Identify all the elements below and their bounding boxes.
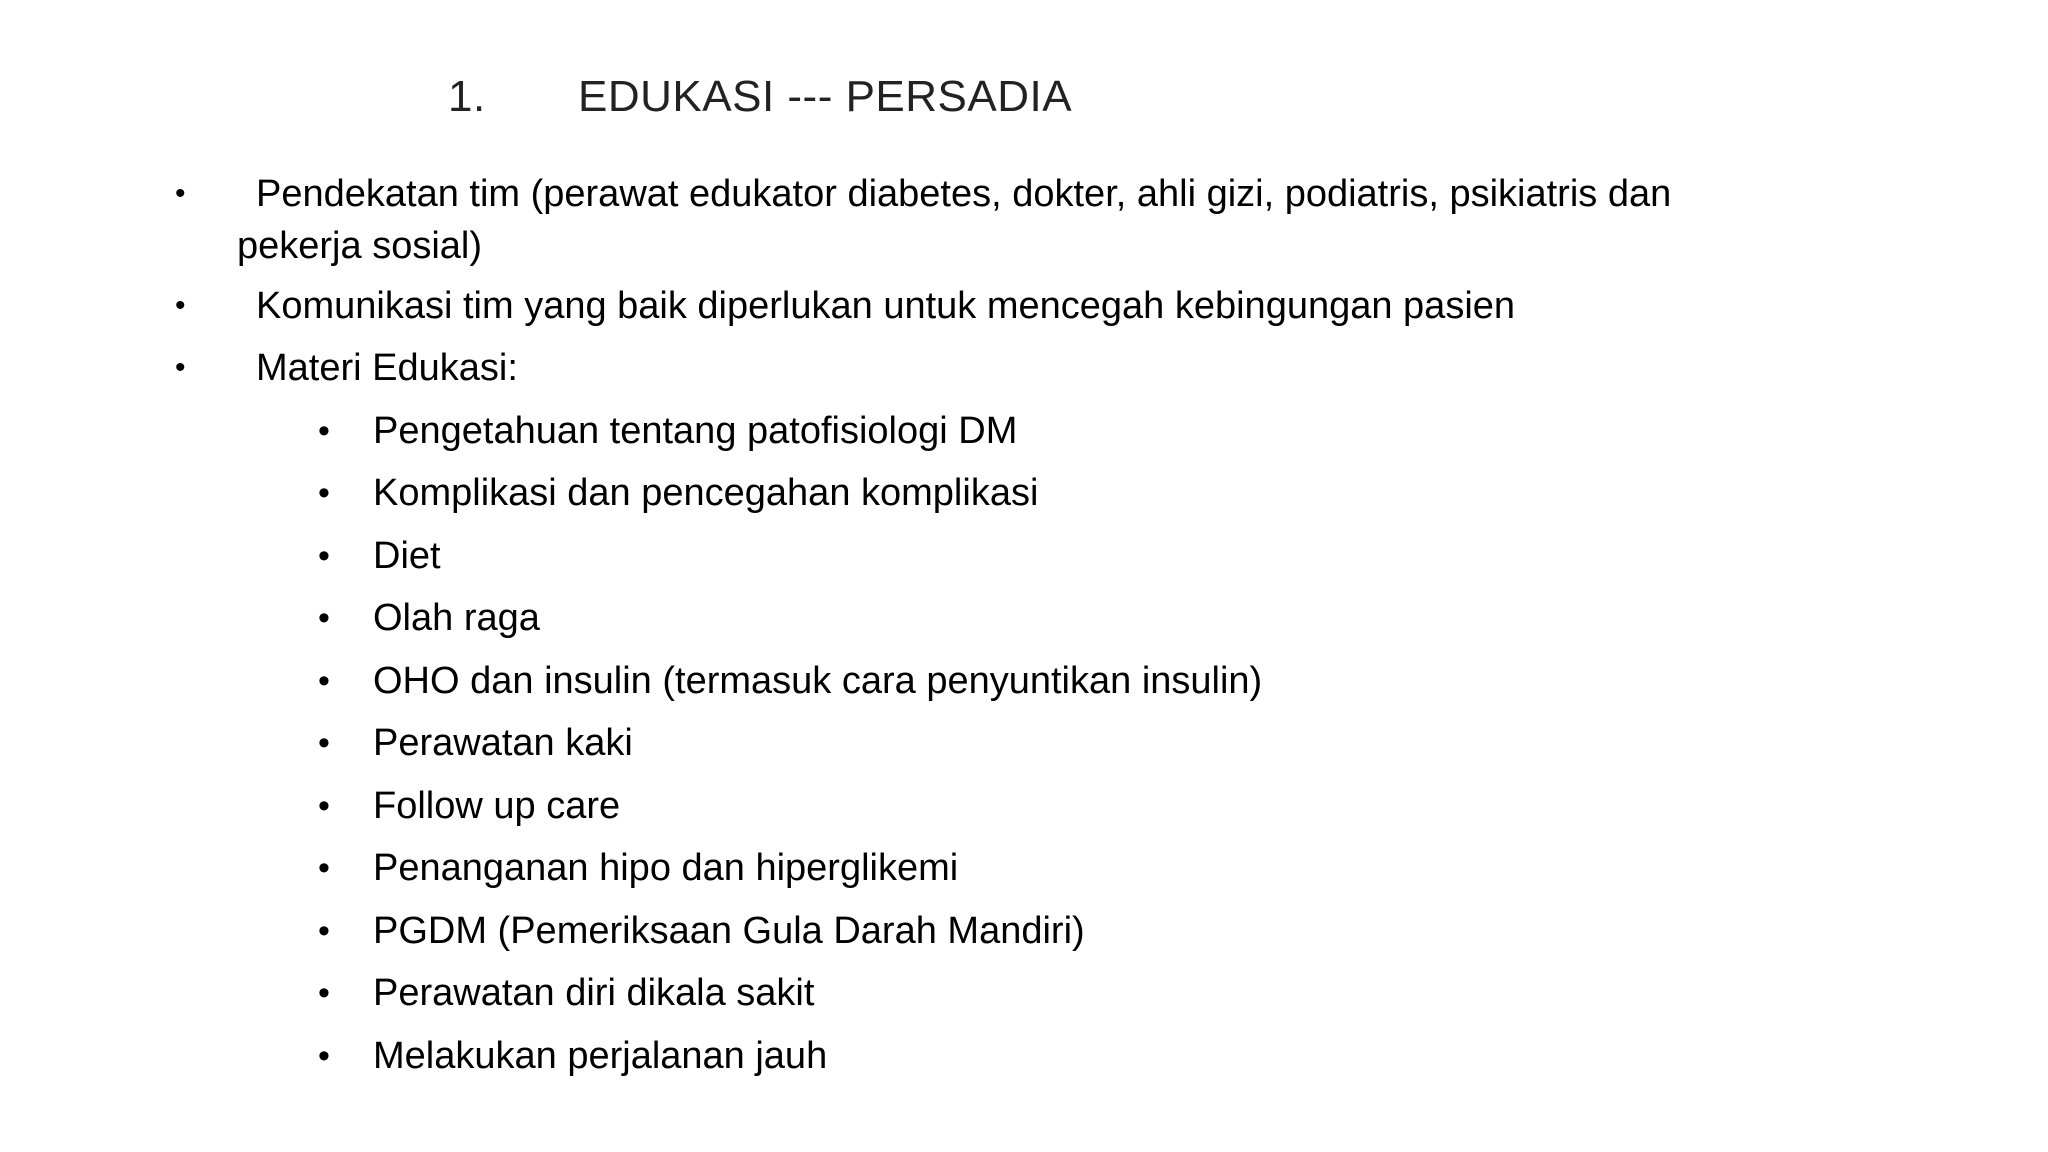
bullet-icon: • [175, 289, 186, 322]
sub-list-item-text: Olah raga [373, 597, 540, 639]
bullet-icon: • [175, 351, 186, 384]
list-item-text: Pendekatan tim (perawat edukator diabetes, dokter, ahli gizi, podiatris, psikiatris dan [256, 173, 1672, 215]
sub-list-item-text: Penanganan hipo dan hiperglikemi [373, 847, 959, 889]
bullet-icon: • [318, 974, 330, 1012]
bullet-icon: • [318, 1037, 330, 1075]
sub-list-item [318, 717, 633, 769]
sub-list-item-text: Komplikasi dan pencegahan komplikasi [373, 472, 1039, 514]
title-text: EDUKASI --- PERSADIA [578, 72, 1073, 121]
list-item [175, 168, 1956, 272]
sub-list-item-text: Perawatan kaki [373, 722, 633, 764]
bullet-icon: • [318, 474, 330, 512]
list-item-text: Komunikasi tim yang baik diperlukan untuk mencegah kebingungan pasien [256, 285, 1516, 327]
sub-list-item [318, 655, 1262, 707]
sub-list-item [318, 967, 814, 1019]
sub-list-item-text: Pengetahuan tentang patofisiologi DM [373, 410, 1018, 452]
sub-list-item [318, 1030, 827, 1082]
sub-list-item-text: Perawatan diri dikala sakit [373, 972, 815, 1014]
bullet-icon: • [175, 177, 186, 210]
sub-list-item [318, 405, 1017, 457]
sub-list-item [318, 530, 441, 582]
sub-list-item-text: PGDM (Pemeriksaan Gula Darah Mandiri) [373, 910, 1085, 952]
list-item [175, 342, 1956, 394]
sub-list-item [318, 592, 540, 644]
title-number: 1. [448, 72, 486, 121]
bullet-icon: • [318, 599, 330, 637]
sub-list-item-text: Melakukan perjalanan jauh [373, 1035, 828, 1077]
sub-list-item [318, 842, 958, 894]
bullet-icon: • [318, 787, 330, 825]
sub-list-item-text: Follow up care [373, 785, 621, 827]
sub-list-item [318, 467, 1038, 519]
sub-list-item [318, 905, 1085, 957]
bullet-icon: • [318, 849, 330, 887]
slide-title [448, 72, 1072, 132]
list-item [175, 280, 1956, 332]
sub-list-item [318, 780, 620, 832]
bullet-icon: • [318, 412, 330, 450]
bullet-icon: • [318, 662, 330, 700]
list-item-text: Materi Edukasi: [256, 347, 518, 389]
bullet-icon: • [318, 912, 330, 950]
sub-list-item-text: Diet [373, 535, 441, 577]
list-item-text-continued: pekerja sosial) [237, 225, 482, 267]
bullet-icon: • [318, 724, 330, 762]
sub-list-item-text: OHO dan insulin (termasuk cara penyuntikan insulin) [373, 660, 1263, 702]
bullet-icon: • [318, 537, 330, 575]
